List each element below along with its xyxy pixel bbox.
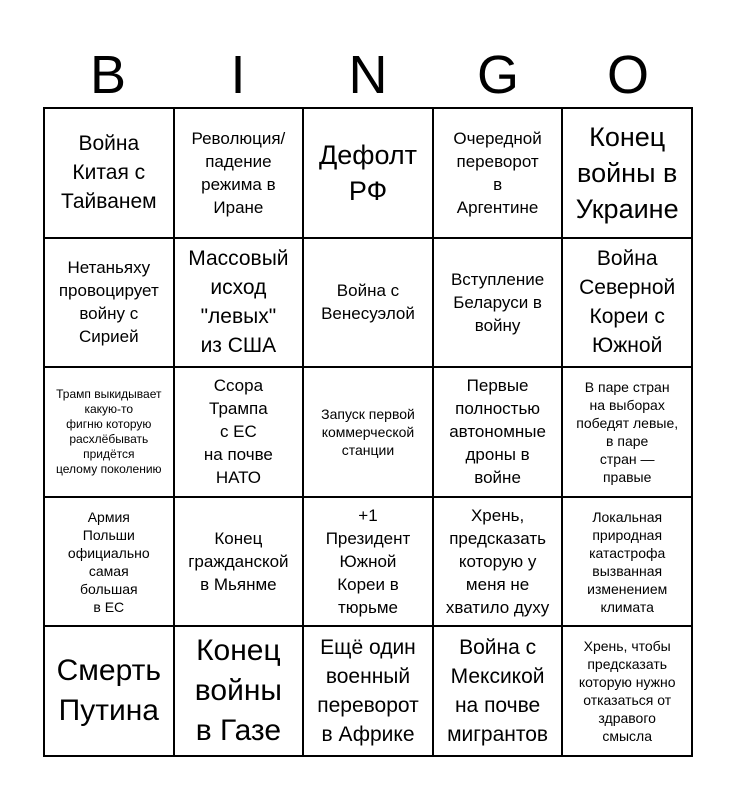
bingo-cell-r3c5[interactable]: В паре стран на выборах победят левые, в паре стран — правые <box>562 367 692 497</box>
bingo-header <box>43 44 693 106</box>
bingo-cell-r3c1[interactable]: Трамп выкидывает какую-то фигню которую расхлёбывать придётся целому поколению <box>44 367 174 497</box>
header-letter-o: O <box>606 45 649 105</box>
bingo-cell-r3c2[interactable]: Ссора Трампа с ЕС на почве НАТО <box>174 367 304 497</box>
bingo-grid <box>43 107 693 757</box>
header-letter-i: I <box>230 45 246 105</box>
bingo-cell-r5c4[interactable]: Война с Мексикой на почве мигрантов <box>433 626 563 756</box>
bingo-cell-r5c3[interactable]: Ещё один военный переворот в Африке <box>303 626 433 756</box>
header-letter-n: N <box>348 45 388 105</box>
bingo-cell-r4c2[interactable]: Конец гражданской в Мьянме <box>174 497 304 627</box>
bingo-cell-r4c3[interactable]: +1 Президент Южной Кореи в тюрьме <box>303 497 433 627</box>
bingo-cell-r2c4[interactable]: Вступление Беларуси в войну <box>433 238 563 368</box>
bingo-cell-r1c3[interactable]: Дефолт РФ <box>303 108 433 238</box>
bingo-cell-r2c3[interactable]: Война с Венесуэлой <box>303 238 433 368</box>
bingo-cell-r2c5[interactable]: Война Северной Кореи с Южной <box>562 238 692 368</box>
bingo-cell-r1c5[interactable]: Конец войны в Украине <box>562 108 692 238</box>
bingo-cell-r1c2[interactable]: Революция/ падение режима в Иране <box>174 108 304 238</box>
header-letter-g: G <box>476 45 519 105</box>
bingo-cell-r1c4[interactable]: Очередной переворот в Аргентине <box>433 108 563 238</box>
bingo-cell-r4c5[interactable]: Локальная природная катастрофа вызванная изменением климата <box>562 497 692 627</box>
bingo-cell-r4c4[interactable]: Хрень, предсказать которую у меня не хватило духу <box>433 497 563 627</box>
bingo-cell-r3c3[interactable]: Запуск первой коммерческой станции <box>303 367 433 497</box>
bingo-cell-r1c1[interactable]: Война Китая с Тайванем <box>44 108 174 238</box>
bingo-cell-r4c1[interactable]: Армия Польши официально самая большая в ЕС <box>44 497 174 627</box>
bingo-cell-r5c2[interactable]: Конец войны в Газе <box>174 626 304 756</box>
bingo-cell-r5c1[interactable]: Смерть Путина <box>44 626 174 756</box>
bingo-cell-r2c1[interactable]: Нетаньяху провоцирует войну с Сирией <box>44 238 174 368</box>
header-letter-b: B <box>89 45 127 105</box>
bingo-cell-r3c4[interactable]: Первые полностью автономные дроны в войне <box>433 367 563 497</box>
bingo-cell-r5c5[interactable]: Хрень, чтобы предсказать которую нужно отказаться от здравого смысла <box>562 626 692 756</box>
bingo-cell-r2c2[interactable]: Массовый исход "левых" из США <box>174 238 304 368</box>
